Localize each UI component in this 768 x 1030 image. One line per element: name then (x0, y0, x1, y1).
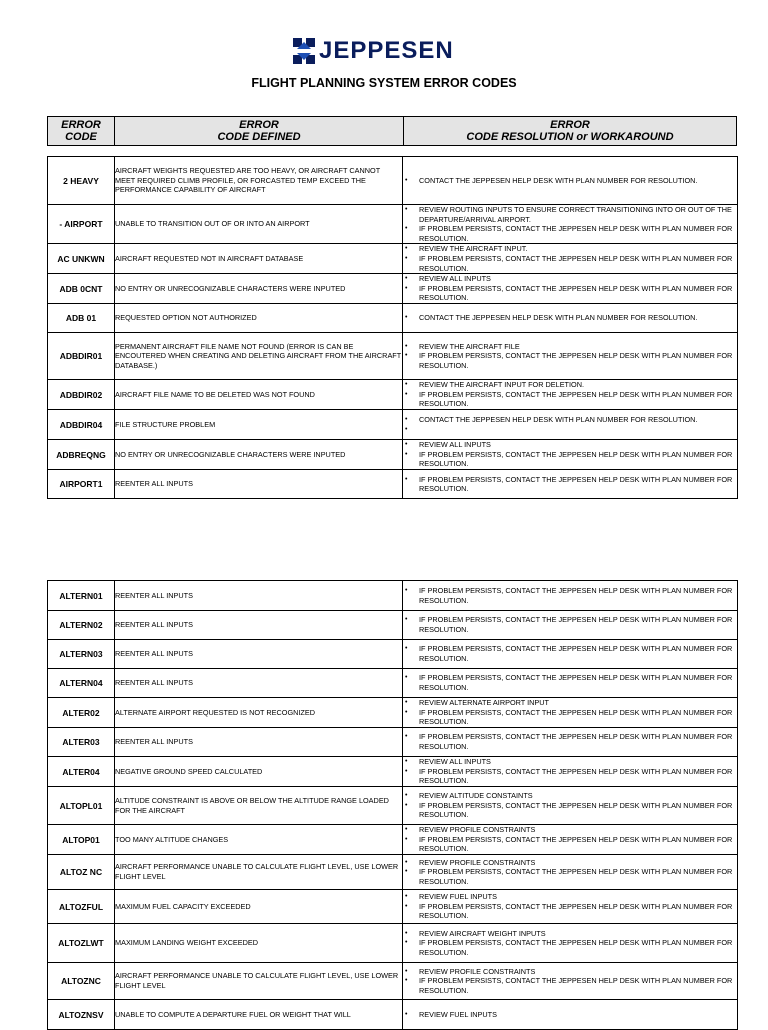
error-codes-table-2 (47, 580, 738, 1030)
resolution-step: • IF PROBLEM PERSISTS, CONTACT THE JEPPESEN HELP DESK WITH PLAN NUMBER FOR RESOLUTION. (419, 673, 737, 692)
error-resolution (403, 304, 738, 333)
resolution-step: • REVIEW THE AIRCRAFT INPUT. (419, 244, 737, 254)
resolution-step: • IF PROBLEM PERSISTS, CONTACT THE JEPPESEN HELP DESK WITH PLAN NUMBER FOR RESOLUTION. (419, 801, 737, 820)
resolution-step: • IF PROBLEM PERSISTS, CONTACT THE JEPPESEN HELP DESK WITH PLAN NUMBER FOR RESOLUTION. (419, 732, 737, 751)
resolution-step: • IF PROBLEM PERSISTS, CONTACT THE JEPPESEN HELP DESK WITH PLAN NUMBER FOR RESOLUTION. (419, 976, 737, 995)
table-row (48, 787, 738, 825)
table-row (48, 825, 738, 855)
resolution-step: • IF PROBLEM PERSISTS, CONTACT THE JEPPESEN HELP DESK WITH PLAN NUMBER FOR RESOLUTION. (419, 644, 737, 663)
error-code: ALTOZNC (48, 963, 115, 1000)
error-code: ALTOPL01 (48, 787, 115, 825)
header-code-resolution: ERROR CODE RESOLUTION or WORKAROUND (466, 119, 674, 143)
error-resolution (403, 333, 738, 380)
resolution-step: • CONTACT THE JEPPESEN HELP DESK WITH PLAN NUMBER FOR RESOLUTION. (419, 415, 737, 425)
error-code: ADBDIR01 (48, 333, 115, 380)
error-resolution (403, 924, 738, 963)
error-definition: REENTER ALL INPUTS (115, 728, 403, 757)
error-definition: MAXIMUM LANDING WEIGHT EXCEEDED (115, 924, 403, 963)
table-row (48, 669, 738, 698)
error-resolution (403, 440, 738, 470)
resolution-step: • IF PROBLEM PERSISTS, CONTACT THE JEPPESEN HELP DESK WITH PLAN NUMBER FOR RESOLUTION. (419, 835, 737, 854)
table-row (48, 304, 738, 333)
resolution-step: • REVIEW ROUTING INPUTS TO ENSURE CORRECT TRANSITIONING INTO OR OUT OF THE DEPARTURE/ARRIVAL AIRPORT. (419, 205, 737, 224)
resolution-list (403, 475, 737, 494)
error-resolution (403, 963, 738, 1000)
error-resolution (403, 855, 738, 890)
resolution-step: • REVIEW PROFILE CONSTRAINTS (419, 858, 737, 868)
resolution-list (403, 615, 737, 634)
error-definition: AIRCRAFT REQUESTED NOT IN AIRCRAFT DATABASE (115, 244, 403, 274)
error-resolution (403, 728, 738, 757)
table-header (47, 116, 737, 146)
resolution-step (419, 425, 737, 434)
jeppesen-mark-icon (293, 38, 315, 64)
table-row (48, 611, 738, 640)
resolution-list (403, 673, 737, 692)
resolution-step: • IF PROBLEM PERSISTS, CONTACT THE JEPPESEN HELP DESK WITH PLAN NUMBER FOR RESOLUTION. (419, 767, 737, 786)
error-code: 2 HEAVY (48, 157, 115, 205)
error-definition: AIRCRAFT WEIGHTS REQUESTED ARE TOO HEAVY, OR AIRCRAFT CANNOT MEET REQUIRED CLIMB PROFILE, OR FORCASTED TEMP EXCEED THE PERFORMANCE CAPABILITY OF AIRCRAFT (115, 157, 403, 205)
error-resolution (403, 669, 738, 698)
error-code: ALTERN03 (48, 640, 115, 669)
resolution-list (403, 757, 737, 786)
table-row (48, 855, 738, 890)
error-definition: NO ENTRY OR UNRECOGNIZABLE CHARACTERS WERE INPUTED (115, 274, 403, 304)
error-code: ADBREQNG (48, 440, 115, 470)
error-definition: REENTER ALL INPUTS (115, 470, 403, 499)
table-row (48, 274, 738, 304)
resolution-list (403, 732, 737, 751)
resolution-step: • IF PROBLEM PERSISTS, CONTACT THE JEPPESEN HELP DESK WITH PLAN NUMBER FOR RESOLUTION. (419, 475, 737, 494)
resolution-step: • IF PROBLEM PERSISTS, CONTACT THE JEPPESEN HELP DESK WITH PLAN NUMBER FOR RESOLUTION. (419, 351, 737, 370)
error-definition: REENTER ALL INPUTS (115, 640, 403, 669)
error-definition: AIRCRAFT PERFORMANCE UNABLE TO CALCULATE FLIGHT LEVEL, USE LOWER FLIGHT LEVEL (115, 855, 403, 890)
resolution-step: • REVIEW ALTERNATE AIRPORT INPUT (419, 698, 737, 708)
resolution-list (403, 342, 737, 371)
error-definition: FILE STRUCTURE PROBLEM (115, 410, 403, 440)
resolution-step: • REVIEW THE AIRCRAFT FILE (419, 342, 737, 352)
error-resolution (403, 1000, 738, 1030)
resolution-list (403, 274, 737, 303)
error-code: - AIRPORT (48, 205, 115, 244)
error-definition: AIRCRAFT FILE NAME TO BE DELETED WAS NOT FOUND (115, 380, 403, 410)
resolution-list (403, 892, 737, 921)
error-code: ALTERN04 (48, 669, 115, 698)
resolution-step: • CONTACT THE JEPPESEN HELP DESK WITH PLAN NUMBER FOR RESOLUTION. (419, 176, 737, 186)
error-code: ALTER02 (48, 698, 115, 728)
header-code-defined: ERROR CODE DEFINED (115, 117, 404, 145)
table-row (48, 157, 738, 205)
error-definition: REENTER ALL INPUTS (115, 611, 403, 640)
table-row (48, 1000, 738, 1030)
resolution-list (403, 244, 737, 273)
error-resolution (403, 757, 738, 787)
error-resolution (403, 205, 738, 244)
error-code: ALTOZ NC (48, 855, 115, 890)
resolution-step: • REVIEW AIRCRAFT WEIGHT INPUTS (419, 929, 737, 939)
error-resolution (403, 890, 738, 924)
error-code: ALTOZNSV (48, 1000, 115, 1030)
resolution-step: • IF PROBLEM PERSISTS, CONTACT THE JEPPESEN HELP DESK WITH PLAN NUMBER FOR RESOLUTION. (419, 586, 737, 605)
error-codes-table-1 (47, 156, 738, 499)
error-definition: ALTERNATE AIRPORT REQUESTED IS NOT RECOGNIZED (115, 698, 403, 728)
error-definition: REENTER ALL INPUTS (115, 669, 403, 698)
resolution-list (403, 929, 737, 958)
error-code: ADBDIR04 (48, 410, 115, 440)
table-row (48, 440, 738, 470)
error-definition: REQUESTED OPTION NOT AUTHORIZED (115, 304, 403, 333)
error-resolution (403, 274, 738, 304)
error-code: ALTER03 (48, 728, 115, 757)
error-code: ADB 0CNT (48, 274, 115, 304)
table-row (48, 640, 738, 669)
error-definition: REENTER ALL INPUTS (115, 581, 403, 611)
header-error-code: ERROR CODE (48, 117, 115, 145)
error-code: ALTERN01 (48, 581, 115, 611)
table-row (48, 728, 738, 757)
table-row (48, 698, 738, 728)
jeppesen-logo (293, 36, 454, 66)
resolution-list (403, 415, 737, 434)
resolution-list (403, 858, 737, 887)
resolution-step: • IF PROBLEM PERSISTS, CONTACT THE JEPPESEN HELP DESK WITH PLAN NUMBER FOR RESOLUTION. (419, 708, 737, 727)
error-code: ALTOZFUL (48, 890, 115, 924)
error-definition: NO ENTRY OR UNRECOGNIZABLE CHARACTERS WERE INPUTED (115, 440, 403, 470)
error-resolution (403, 640, 738, 669)
resolution-step: • REVIEW PROFILE CONSTRAINTS (419, 967, 737, 977)
resolution-step: • REVIEW ALL INPUTS (419, 440, 737, 450)
resolution-list (403, 825, 737, 854)
table-row (48, 581, 738, 611)
document-title: FLIGHT PLANNING SYSTEM ERROR CODES (251, 76, 517, 90)
error-code: AIRPORT1 (48, 470, 115, 499)
error-resolution (403, 825, 738, 855)
error-resolution (403, 470, 738, 499)
error-resolution (403, 787, 738, 825)
error-definition: PERMANENT AIRCRAFT FILE NAME NOT FOUND (ERROR IS CAN BE ENCOUTERED WHEN CREATING AND DELETING AIRCRAFT FROM THE AIRCRAFT DATABASE.) (115, 333, 403, 380)
error-resolution (403, 244, 738, 274)
table-row (48, 890, 738, 924)
error-definition: TOO MANY ALTITUDE CHANGES (115, 825, 403, 855)
error-definition: MAXIMUM FUEL CAPACITY EXCEEDED (115, 890, 403, 924)
resolution-step: • IF PROBLEM PERSISTS, CONTACT THE JEPPESEN HELP DESK WITH PLAN NUMBER FOR RESOLUTION. (419, 254, 737, 273)
error-resolution (403, 698, 738, 728)
error-resolution (403, 380, 738, 410)
resolution-step: • REVIEW ALL INPUTS (419, 274, 737, 284)
table-row (48, 410, 738, 440)
error-code: ADB 01 (48, 304, 115, 333)
error-resolution (403, 581, 738, 611)
resolution-step: • IF PROBLEM PERSISTS, CONTACT THE JEPPESEN HELP DESK WITH PLAN NUMBER FOR RESOLUTION. (419, 867, 737, 886)
error-definition: AIRCRAFT PERFORMANCE UNABLE TO CALCULATE FLIGHT LEVEL, USE LOWER FLIGHT LEVEL (115, 963, 403, 1000)
error-resolution (403, 410, 738, 440)
error-definition: UNABLE TO COMPUTE A DEPARTURE FUEL OR WEIGHT THAT WILL (115, 1000, 403, 1030)
resolution-list (403, 380, 737, 409)
resolution-list (403, 176, 737, 186)
table-row (48, 963, 738, 1000)
resolution-step: • IF PROBLEM PERSISTS, CONTACT THE JEPPESEN HELP DESK WITH PLAN NUMBER FOR RESOLUTION. (419, 450, 737, 469)
table-row (48, 205, 738, 244)
resolution-list (403, 791, 737, 820)
resolution-list (403, 698, 737, 727)
resolution-step: • REVIEW FUEL INPUTS (419, 1010, 737, 1020)
resolution-list (403, 313, 737, 323)
error-definition: UNABLE TO TRANSITION OUT OF OR INTO AN AIRPORT (115, 205, 403, 244)
resolution-list (403, 586, 737, 605)
error-code: ADBDIR02 (48, 380, 115, 410)
error-code: AC UNKWN (48, 244, 115, 274)
table-row (48, 924, 738, 963)
error-resolution (403, 157, 738, 205)
resolution-step: • IF PROBLEM PERSISTS, CONTACT THE JEPPESEN HELP DESK WITH PLAN NUMBER FOR RESOLUTION. (419, 390, 737, 409)
error-code: ALTOZLWT (48, 924, 115, 963)
resolution-step: • IF PROBLEM PERSISTS, CONTACT THE JEPPESEN HELP DESK WITH PLAN NUMBER FOR RESOLUTION. (419, 224, 737, 243)
table-row (48, 757, 738, 787)
table-row (48, 333, 738, 380)
error-resolution (403, 611, 738, 640)
resolution-list (403, 1010, 737, 1020)
resolution-list (403, 967, 737, 996)
resolution-step: • REVIEW ALL INPUTS (419, 757, 737, 767)
resolution-list (403, 440, 737, 469)
logo-text: JEPPESEN (319, 37, 454, 64)
resolution-step: • CONTACT THE JEPPESEN HELP DESK WITH PLAN NUMBER FOR RESOLUTION. (419, 313, 737, 323)
table-row (48, 244, 738, 274)
resolution-list (403, 205, 737, 243)
resolution-step: • REVIEW ALTITUDE CONSTAINTS (419, 791, 737, 801)
resolution-step: • REVIEW THE AIRCRAFT INPUT FOR DELETION. (419, 380, 737, 390)
error-definition: ALTITUDE CONSTRAINT IS ABOVE OR BELOW THE ALTITUDE RANGE LOADED FOR THE AIRCRAFT (115, 787, 403, 825)
table-row (48, 380, 738, 410)
resolution-step: • IF PROBLEM PERSISTS, CONTACT THE JEPPESEN HELP DESK WITH PLAN NUMBER FOR RESOLUTION. (419, 938, 737, 957)
resolution-list (403, 644, 737, 663)
table-row (48, 470, 738, 499)
resolution-step: • REVIEW PROFILE CONSTRAINTS (419, 825, 737, 835)
error-definition: NEGATIVE GROUND SPEED CALCULATED (115, 757, 403, 787)
error-code: ALTERN02 (48, 611, 115, 640)
resolution-step: • IF PROBLEM PERSISTS, CONTACT THE JEPPESEN HELP DESK WITH PLAN NUMBER FOR RESOLUTION. (419, 902, 737, 921)
resolution-step: • REVIEW FUEL INPUTS (419, 892, 737, 902)
resolution-step: • IF PROBLEM PERSISTS, CONTACT THE JEPPESEN HELP DESK WITH PLAN NUMBER FOR RESOLUTION. (419, 615, 737, 634)
resolution-step: • IF PROBLEM PERSISTS, CONTACT THE JEPPESEN HELP DESK WITH PLAN NUMBER FOR RESOLUTION. (419, 284, 737, 303)
error-code: ALTER04 (48, 757, 115, 787)
error-code: ALTOP01 (48, 825, 115, 855)
